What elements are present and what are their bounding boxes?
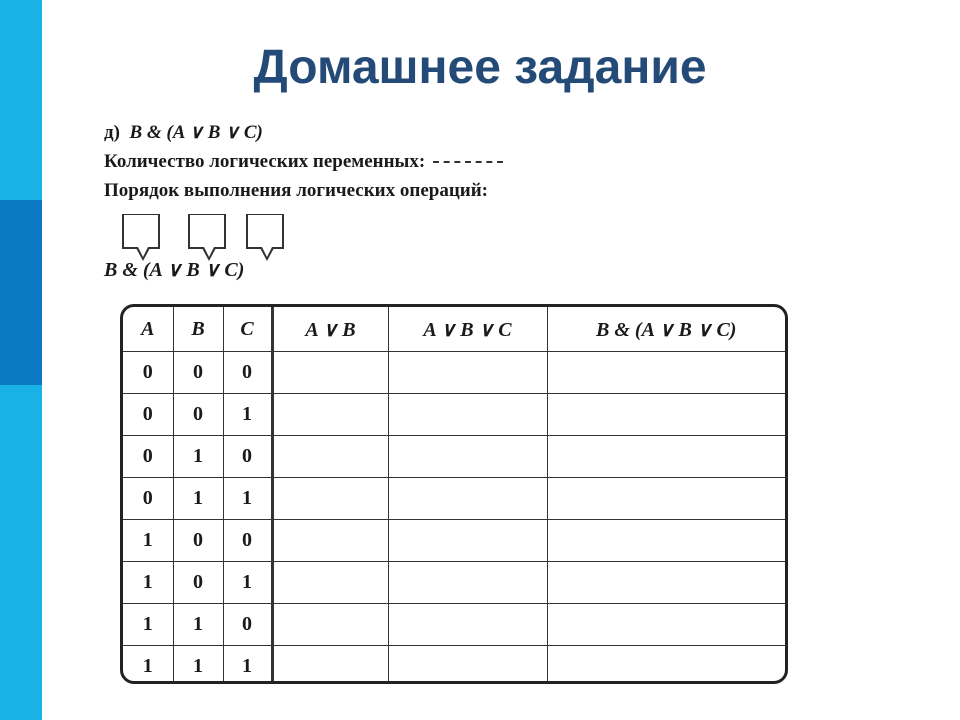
left-bar-accent (0, 200, 42, 385)
order-label: Порядок выполнения логических операций: (104, 180, 488, 201)
cell-result[interactable] (547, 478, 785, 520)
cell-a: 0 (123, 394, 173, 436)
expression-repeat: B & (A ∨ B ∨ C) (104, 259, 245, 281)
header-result: B & (A ∨ B ∨ C) (547, 307, 785, 352)
header-b: B (173, 307, 223, 352)
table-row (123, 478, 785, 520)
cell-b: 0 (173, 352, 223, 394)
cell-b: 0 (173, 562, 223, 604)
left-decorative-bar (0, 0, 42, 720)
cell-a-or-b[interactable] (272, 646, 388, 685)
cell-b: 0 (173, 520, 223, 562)
cell-a-or-b[interactable] (272, 604, 388, 646)
cell-a-or-b[interactable] (272, 562, 388, 604)
task-expression: B & (A ∨ B ∨ C) (129, 122, 263, 143)
truth-table-header (123, 307, 785, 352)
order-box-1[interactable] (122, 214, 160, 249)
cell-a: 0 (123, 352, 173, 394)
cell-a-or-b[interactable] (272, 394, 388, 436)
header-c: C (223, 307, 272, 352)
cell-result[interactable] (547, 646, 785, 685)
cell-a-or-b-or-c[interactable] (388, 646, 547, 685)
cell-c: 0 (223, 436, 272, 478)
table-row (123, 562, 785, 604)
task-label: д) (104, 122, 120, 143)
task-expression-line (104, 118, 503, 147)
cell-result[interactable] (547, 604, 785, 646)
cell-a-or-b-or-c[interactable] (388, 520, 547, 562)
cell-a-or-b[interactable] (272, 436, 388, 478)
cell-c: 1 (223, 478, 272, 520)
table-row (123, 604, 785, 646)
cell-result[interactable] (547, 394, 785, 436)
cell-b: 1 (173, 604, 223, 646)
cell-result[interactable] (547, 352, 785, 394)
cell-a: 0 (123, 436, 173, 478)
cell-a: 0 (123, 478, 173, 520)
cell-c: 0 (223, 604, 272, 646)
cell-a-or-b-or-c[interactable] (388, 604, 547, 646)
cell-b: 0 (173, 394, 223, 436)
cell-a: 1 (123, 604, 173, 646)
header-a-or-b: A ∨ B (272, 307, 388, 352)
cell-c: 1 (223, 646, 272, 685)
page-title: Домашнее задание (253, 41, 707, 94)
task-text (104, 118, 503, 205)
cell-a-or-b-or-c[interactable] (388, 562, 547, 604)
cell-a-or-b-or-c[interactable] (388, 436, 547, 478)
cell-result[interactable] (547, 562, 785, 604)
cell-result[interactable] (547, 436, 785, 478)
cell-a-or-b-or-c[interactable] (388, 478, 547, 520)
cell-a-or-b[interactable] (272, 352, 388, 394)
table-row (123, 352, 785, 394)
table-row (123, 394, 785, 436)
vars-count-line (104, 147, 503, 176)
order-line (104, 176, 503, 205)
vars-count-label: Количество логических переменных: (104, 151, 426, 172)
cell-a-or-b[interactable] (272, 520, 388, 562)
cell-a-or-b-or-c[interactable] (388, 394, 547, 436)
cell-a-or-b-or-c[interactable] (388, 352, 547, 394)
cell-a-or-b[interactable] (272, 478, 388, 520)
cell-c: 0 (223, 352, 272, 394)
cell-c: 1 (223, 562, 272, 604)
cell-a: 1 (123, 646, 173, 685)
cell-c: 0 (223, 520, 272, 562)
header-a-or-b-or-c: A ∨ B ∨ C (388, 307, 547, 352)
answer-blank[interactable] (433, 161, 503, 163)
table-row (123, 646, 785, 685)
table-row (123, 520, 785, 562)
header-a: A (123, 307, 173, 352)
cell-b: 1 (173, 436, 223, 478)
cell-a: 1 (123, 520, 173, 562)
cell-c: 1 (223, 394, 272, 436)
cell-a: 1 (123, 562, 173, 604)
cell-b: 1 (173, 646, 223, 685)
cell-result[interactable] (547, 520, 785, 562)
cell-b: 1 (173, 478, 223, 520)
truth-table (120, 304, 788, 684)
order-box-3[interactable] (246, 214, 284, 249)
table-row (123, 436, 785, 478)
order-box-2[interactable] (188, 214, 226, 249)
